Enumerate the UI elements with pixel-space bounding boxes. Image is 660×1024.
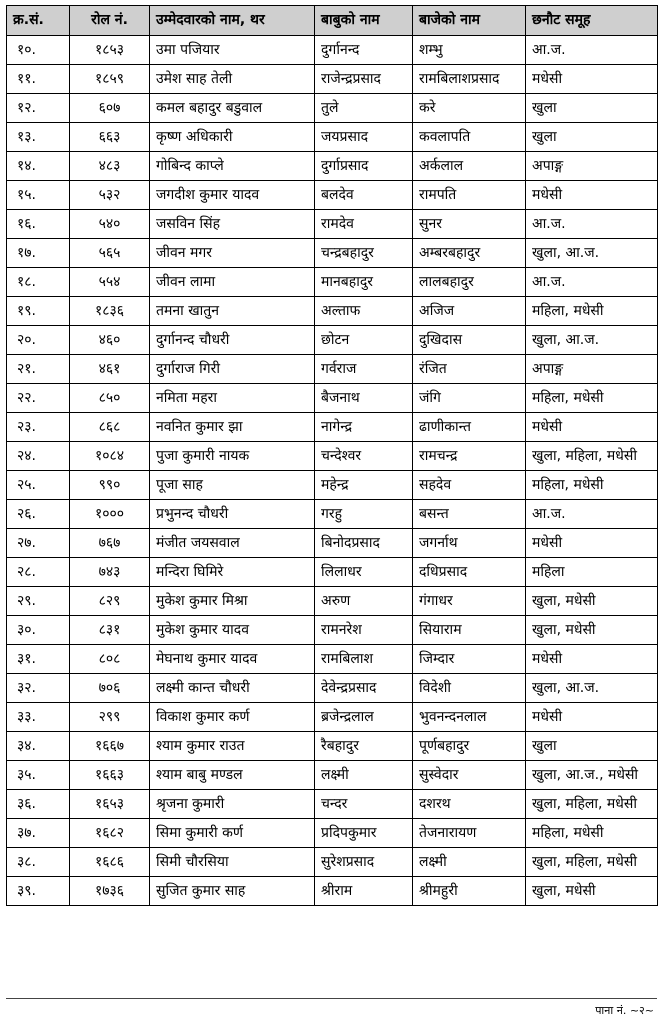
cell-candidate-name: मेघनाथ कुमार यादव [150, 645, 315, 674]
cell-father-name: प्रदिपकुमार [315, 819, 413, 848]
cell-roll-number: ८३१ [70, 616, 150, 645]
cell-serial-number: १६. [7, 210, 70, 239]
cell-grandfather-name: दुखिदास [413, 326, 526, 355]
cell-roll-number: १८३६ [70, 297, 150, 326]
cell-candidate-name: पुजा कुमारी नायक [150, 442, 315, 471]
cell-selection-group: खुला [526, 732, 658, 761]
cell-grandfather-name: बसन्त [413, 500, 526, 529]
cell-serial-number: ३७. [7, 819, 70, 848]
cell-selection-group: खुला, आ.ज. [526, 674, 658, 703]
table-row [7, 848, 658, 877]
cell-serial-number: १०. [7, 36, 70, 65]
page-number: पाना नं. ~२~ [595, 1004, 654, 1017]
table-row [7, 674, 658, 703]
cell-father-name: दुर्गानन्द [315, 36, 413, 65]
footer-divider [6, 998, 657, 999]
cell-roll-number: ५४० [70, 210, 150, 239]
cell-father-name: रामदेव [315, 210, 413, 239]
cell-father-name: चन्देश्वर [315, 442, 413, 471]
cell-father-name: महेन्द्र [315, 471, 413, 500]
table-row [7, 500, 658, 529]
cell-selection-group: खुला, मधेसी [526, 587, 658, 616]
cell-grandfather-name: कवलापति [413, 123, 526, 152]
table-row [7, 471, 658, 500]
table-row [7, 645, 658, 674]
table-row [7, 36, 658, 65]
cell-serial-number: २७. [7, 529, 70, 558]
cell-roll-number: ८०८ [70, 645, 150, 674]
cell-serial-number: २६. [7, 500, 70, 529]
cell-serial-number: १८. [7, 268, 70, 297]
cell-candidate-name: श्रृजना कुमारी [150, 790, 315, 819]
cell-roll-number: ६०७ [70, 94, 150, 123]
cell-selection-group: आ.ज. [526, 36, 658, 65]
cell-selection-group: मधेसी [526, 181, 658, 210]
cell-serial-number: २२. [7, 384, 70, 413]
cell-candidate-name: उमा पजियार [150, 36, 315, 65]
header-grandfather-name: बाजेको नाम [413, 6, 526, 36]
cell-selection-group: महिला, मधेसी [526, 297, 658, 326]
cell-roll-number: ५५४ [70, 268, 150, 297]
cell-grandfather-name: सुनर [413, 210, 526, 239]
cell-grandfather-name: भुवनन्दनलाल [413, 703, 526, 732]
cell-candidate-name: पूजा साह [150, 471, 315, 500]
cell-candidate-name: दुर्गाराज गिरी [150, 355, 315, 384]
table-row [7, 732, 658, 761]
cell-serial-number: ३५. [7, 761, 70, 790]
cell-grandfather-name: करे [413, 94, 526, 123]
table-row [7, 819, 658, 848]
cell-roll-number: ६६३ [70, 123, 150, 152]
cell-roll-number: ५६५ [70, 239, 150, 268]
cell-grandfather-name: अर्कलाल [413, 152, 526, 181]
table-header [7, 6, 658, 36]
cell-father-name: तुले [315, 94, 413, 123]
header-selection-group: छनौट समूह [526, 6, 658, 36]
cell-serial-number: १९. [7, 297, 70, 326]
cell-roll-number: १८५३ [70, 36, 150, 65]
table-row [7, 413, 658, 442]
cell-father-name: दुर्गाप्रसाद [315, 152, 413, 181]
cell-grandfather-name: गंगाधर [413, 587, 526, 616]
header-father-name: बाबुको नाम [315, 6, 413, 36]
cell-candidate-name: कमल बहादुर बडुवाल [150, 94, 315, 123]
cell-candidate-name: सुजित कुमार साह [150, 877, 315, 906]
cell-father-name: बैजनाथ [315, 384, 413, 413]
cell-selection-group: खुला, महिला, मधेसी [526, 442, 658, 471]
header-serial-number: क्र.सं. [7, 6, 70, 36]
cell-candidate-name: सिमा कुमारी कर्ण [150, 819, 315, 848]
cell-selection-group: खुला, महिला, मधेसी [526, 790, 658, 819]
table-row [7, 65, 658, 94]
cell-roll-number: १७३६ [70, 877, 150, 906]
table-row [7, 790, 658, 819]
cell-serial-number: ३६. [7, 790, 70, 819]
table-row [7, 384, 658, 413]
cell-serial-number: २४. [7, 442, 70, 471]
cell-father-name: श्रीराम [315, 877, 413, 906]
cell-father-name: मानबहादुर [315, 268, 413, 297]
cell-selection-group: महिला, मधेसी [526, 819, 658, 848]
cell-candidate-name: लक्ष्मी कान्त चौधरी [150, 674, 315, 703]
cell-roll-number: १६८२ [70, 819, 150, 848]
cell-candidate-name: मंजीत जयसवाल [150, 529, 315, 558]
cell-roll-number: १८५९ [70, 65, 150, 94]
cell-father-name: छोटन [315, 326, 413, 355]
cell-serial-number: ३१. [7, 645, 70, 674]
cell-grandfather-name: लक्ष्मी [413, 848, 526, 877]
cell-selection-group: मधेसी [526, 413, 658, 442]
table-row [7, 123, 658, 152]
cell-candidate-name: श्याम कुमार राउत [150, 732, 315, 761]
cell-father-name: राजेन्द्रप्रसाद [315, 65, 413, 94]
table-row [7, 703, 658, 732]
table-row [7, 558, 658, 587]
cell-roll-number: ५३२ [70, 181, 150, 210]
cell-candidate-name: उमेश साह तेली [150, 65, 315, 94]
cell-selection-group: खुला, आ.ज., मधेसी [526, 761, 658, 790]
header-row [7, 6, 658, 36]
cell-grandfather-name: श्रीमहुरी [413, 877, 526, 906]
cell-father-name: देवेन्द्रप्रसाद [315, 674, 413, 703]
cell-grandfather-name: दधिप्रसाद [413, 558, 526, 587]
cell-candidate-name: विकाश कुमार कर्ण [150, 703, 315, 732]
cell-candidate-name: मुकेश कुमार मिश्रा [150, 587, 315, 616]
cell-roll-number: ७०६ [70, 674, 150, 703]
cell-roll-number: १०८४ [70, 442, 150, 471]
cell-serial-number: ३८. [7, 848, 70, 877]
cell-grandfather-name: शम्भु [413, 36, 526, 65]
cell-roll-number: ४८३ [70, 152, 150, 181]
cell-selection-group: खुला, मधेसी [526, 877, 658, 906]
cell-father-name: अरुण [315, 587, 413, 616]
cell-candidate-name: श्याम बाबु मण्डल [150, 761, 315, 790]
cell-grandfather-name: रामबिलाशप्रसाद [413, 65, 526, 94]
cell-grandfather-name: रामपति [413, 181, 526, 210]
cell-serial-number: ३०. [7, 616, 70, 645]
cell-roll-number: ४६१ [70, 355, 150, 384]
table-row [7, 152, 658, 181]
cell-grandfather-name: जगर्नाथ [413, 529, 526, 558]
cell-father-name: बलदेव [315, 181, 413, 210]
cell-serial-number: २८. [7, 558, 70, 587]
cell-selection-group: खुला [526, 123, 658, 152]
cell-roll-number: ८५० [70, 384, 150, 413]
cell-serial-number: १३. [7, 123, 70, 152]
cell-selection-group: अपाङ्ग [526, 355, 658, 384]
table-row [7, 94, 658, 123]
cell-candidate-name: मुकेश कुमार यादव [150, 616, 315, 645]
cell-selection-group: मधेसी [526, 529, 658, 558]
cell-grandfather-name: लालबहादुर [413, 268, 526, 297]
cell-selection-group: महिला, मधेसी [526, 384, 658, 413]
table-row [7, 210, 658, 239]
cell-selection-group: महिला, मधेसी [526, 471, 658, 500]
cell-father-name: लक्ष्मी [315, 761, 413, 790]
cell-selection-group: आ.ज. [526, 500, 658, 529]
cell-father-name: लिलाधर [315, 558, 413, 587]
cell-serial-number: २१. [7, 355, 70, 384]
cell-candidate-name: नवनित कुमार झा [150, 413, 315, 442]
table-row [7, 761, 658, 790]
cell-father-name: रैबहादुर [315, 732, 413, 761]
table-row [7, 442, 658, 471]
cell-grandfather-name: सियाराम [413, 616, 526, 645]
cell-father-name: रामनरेश [315, 616, 413, 645]
cell-roll-number: १००० [70, 500, 150, 529]
table-row [7, 355, 658, 384]
cell-selection-group: मधेसी [526, 645, 658, 674]
cell-serial-number: १७. [7, 239, 70, 268]
cell-grandfather-name: जंगि [413, 384, 526, 413]
cell-selection-group: अपाङ्ग [526, 152, 658, 181]
cell-grandfather-name: विदेशी [413, 674, 526, 703]
cell-father-name: बिनोदप्रसाद [315, 529, 413, 558]
table-row [7, 326, 658, 355]
cell-grandfather-name: तेजनारायण [413, 819, 526, 848]
cell-selection-group: खुला, मधेसी [526, 616, 658, 645]
cell-candidate-name: कृष्ण अधिकारी [150, 123, 315, 152]
cell-grandfather-name: सहदेव [413, 471, 526, 500]
table-body [7, 36, 658, 906]
cell-serial-number: २९. [7, 587, 70, 616]
header-candidate-name: उम्मेदवारको नाम, थर [150, 6, 315, 36]
cell-grandfather-name: अम्बरबहादुर [413, 239, 526, 268]
cell-candidate-name: जगदीश कुमार यादव [150, 181, 315, 210]
cell-candidate-name: दुर्गानन्द चौधरी [150, 326, 315, 355]
cell-selection-group: मधेसी [526, 65, 658, 94]
cell-candidate-name: तमना खातुन [150, 297, 315, 326]
cell-selection-group: खुला, आ.ज. [526, 239, 658, 268]
cell-serial-number: ३४. [7, 732, 70, 761]
cell-serial-number: १५. [7, 181, 70, 210]
table-row [7, 587, 658, 616]
header-roll-number: रोल नं. [70, 6, 150, 36]
cell-selection-group: खुला [526, 94, 658, 123]
table-row [7, 181, 658, 210]
cell-serial-number: १४. [7, 152, 70, 181]
cell-grandfather-name: ढाणीकान्त [413, 413, 526, 442]
cell-grandfather-name: रामचन्द्र [413, 442, 526, 471]
cell-father-name: गरहु [315, 500, 413, 529]
cell-selection-group: मधेसी [526, 703, 658, 732]
cell-roll-number: १६६७ [70, 732, 150, 761]
cell-father-name: चन्दर [315, 790, 413, 819]
table-row [7, 239, 658, 268]
cell-roll-number: ९९० [70, 471, 150, 500]
cell-father-name: चन्द्रबहादुर [315, 239, 413, 268]
table-row [7, 877, 658, 906]
table-row [7, 268, 658, 297]
cell-roll-number: ४६० [70, 326, 150, 355]
cell-roll-number: ७६७ [70, 529, 150, 558]
cell-selection-group: आ.ज. [526, 268, 658, 297]
cell-serial-number: ३३. [7, 703, 70, 732]
cell-roll-number: १६५३ [70, 790, 150, 819]
cell-candidate-name: जीवन मगर [150, 239, 315, 268]
cell-serial-number: ३९. [7, 877, 70, 906]
cell-father-name: जयप्रसाद [315, 123, 413, 152]
table-row [7, 529, 658, 558]
cell-roll-number: १६८६ [70, 848, 150, 877]
cell-candidate-name: मन्दिरा घिमिरे [150, 558, 315, 587]
cell-selection-group: खुला, आ.ज. [526, 326, 658, 355]
table-row [7, 616, 658, 645]
cell-candidate-name: जीवन लामा [150, 268, 315, 297]
cell-candidate-name: प्रभुनन्द चौधरी [150, 500, 315, 529]
cell-serial-number: २३. [7, 413, 70, 442]
cell-serial-number: ३२. [7, 674, 70, 703]
cell-father-name: नागेन्द्र [315, 413, 413, 442]
cell-grandfather-name: दशरथ [413, 790, 526, 819]
cell-roll-number: ७४३ [70, 558, 150, 587]
cell-father-name: अल्ताफ [315, 297, 413, 326]
cell-roll-number: २९९ [70, 703, 150, 732]
cell-candidate-name: सिमी चौरसिया [150, 848, 315, 877]
cell-father-name: रामबिलाश [315, 645, 413, 674]
cell-grandfather-name: रंजित [413, 355, 526, 384]
cell-candidate-name: नमिता महरा [150, 384, 315, 413]
cell-grandfather-name: सुस्वेदार [413, 761, 526, 790]
cell-father-name: ब्रजेन्द्रलाल [315, 703, 413, 732]
cell-grandfather-name: अजिज [413, 297, 526, 326]
cell-grandfather-name: पूर्णबहादुर [413, 732, 526, 761]
cell-roll-number: ८६८ [70, 413, 150, 442]
cell-roll-number: १६६३ [70, 761, 150, 790]
cell-serial-number: २०. [7, 326, 70, 355]
cell-selection-group: महिला [526, 558, 658, 587]
cell-candidate-name: गोबिन्द काप्ले [150, 152, 315, 181]
cell-roll-number: ८२९ [70, 587, 150, 616]
candidate-results-table [6, 5, 658, 906]
cell-serial-number: ११. [7, 65, 70, 94]
cell-father-name: सुरेशप्रसाद [315, 848, 413, 877]
cell-selection-group: आ.ज. [526, 210, 658, 239]
cell-serial-number: २५. [7, 471, 70, 500]
cell-candidate-name: जसविन सिंह [150, 210, 315, 239]
cell-serial-number: १२. [7, 94, 70, 123]
cell-grandfather-name: जिम्दार [413, 645, 526, 674]
cell-selection-group: खुला, महिला, मधेसी [526, 848, 658, 877]
cell-father-name: गर्वराज [315, 355, 413, 384]
table-row [7, 297, 658, 326]
